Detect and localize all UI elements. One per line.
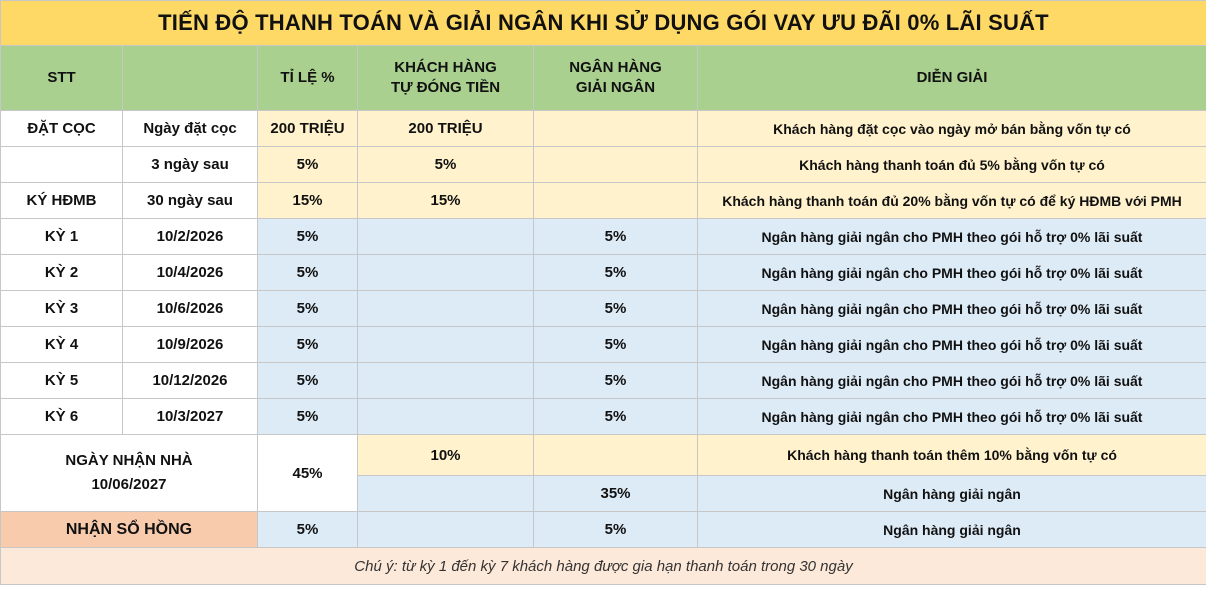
pink-book-customer-amount [358,512,534,548]
handover-bank-empty [534,435,698,476]
handover-label [1,435,258,512]
row-stt: KÝ HĐMB [1,183,123,219]
table-row [1,183,1206,219]
row-bank-amount: 5% [534,291,698,327]
row-customer-amount: 200 TRIỆU [358,111,534,147]
pink-book-row [1,512,1206,548]
row-customer-amount: 5% [358,147,534,183]
row-ratio: 5% [258,363,358,399]
row-time: 10/12/2026 [123,363,258,399]
row-time: 10/6/2026 [123,291,258,327]
row-description: Ngân hàng giải ngân cho PMH theo gói hỗ trợ 0% lãi suất [698,399,1206,435]
handover-bank-amount: 35% [534,476,698,512]
row-time: 10/4/2026 [123,255,258,291]
row-ratio: 5% [258,291,358,327]
row-time: 10/3/2027 [123,399,258,435]
table-row [1,111,1206,147]
row-bank-amount [534,111,698,147]
table-title: TIẾN ĐỘ THANH TOÁN VÀ GIẢI NGÂN KHI SỬ DỤNG GÓI VAY ƯU ĐÃI 0% LÃI SUẤT [1,1,1206,46]
row-time: 30 ngày sau [123,183,258,219]
table-row [1,399,1206,435]
row-time: 10/2/2026 [123,219,258,255]
row-bank-amount: 5% [534,363,698,399]
pink-book-bank-amount: 5% [534,512,698,548]
header-explanation: DIỄN GIẢI [698,46,1206,111]
row-ratio: 5% [258,255,358,291]
table-row [1,363,1206,399]
row-ratio: 200 TRIỆU [258,111,358,147]
header-customer-line2: TỰ ĐÓNG TIỀN [390,79,501,96]
table-row [1,255,1206,291]
row-description: Ngân hàng giải ngân cho PMH theo gói hỗ trợ 0% lãi suất [698,363,1206,399]
row-description: Khách hàng đặt cọc vào ngày mở bán bằng vốn tự có [698,111,1206,147]
row-ratio: 5% [258,327,358,363]
row-stt: ĐẶT CỌC [1,111,123,147]
handover-ratio: 45% [258,435,358,512]
header-customer-pays [358,46,534,111]
header-stt: STT [1,46,123,111]
row-customer-amount [358,363,534,399]
row-customer-amount [358,399,534,435]
pink-book-ratio: 5% [258,512,358,548]
row-description: Khách hàng thanh toán đủ 5% bằng vốn tự có [698,147,1206,183]
handover-date: 10/06/2027 [91,476,167,493]
header-ratio: TỈ LỆ % [258,46,358,111]
row-description: Ngân hàng giải ngân cho PMH theo gói hỗ trợ 0% lãi suất [698,291,1206,327]
table-row [1,291,1206,327]
handover-label-line1: NGÀY NHẬN NHÀ [65,452,193,469]
row-stt: KỲ 5 [1,363,123,399]
row-ratio: 5% [258,399,358,435]
handover-customer-empty [358,476,534,512]
note-row [1,548,1206,585]
header-bank-line2: GIẢI NGÂN [575,79,656,96]
row-description: Ngân hàng giải ngân cho PMH theo gói hỗ trợ 0% lãi suất [698,255,1206,291]
header-bank-disburses [534,46,698,111]
row-stt: KỲ 4 [1,327,123,363]
row-stt: KỲ 2 [1,255,123,291]
row-ratio: 5% [258,219,358,255]
row-time: 10/9/2026 [123,327,258,363]
header-blank [123,46,258,111]
pink-book-description: Ngân hàng giải ngân [698,512,1206,548]
header-customer-line1: KHÁCH HÀNG [394,59,497,76]
row-description: Ngân hàng giải ngân cho PMH theo gói hỗ trợ 0% lãi suất [698,327,1206,363]
handover-customer-amount: 10% [358,435,534,476]
table-row [1,219,1206,255]
row-description: Khách hàng thanh toán đủ 20% bằng vốn tự có để ký HĐMB với PMH [698,183,1206,219]
table-row [1,147,1206,183]
row-customer-amount [358,219,534,255]
row-bank-amount: 5% [534,399,698,435]
row-stt: KỲ 1 [1,219,123,255]
row-bank-amount: 5% [534,327,698,363]
row-bank-amount: 5% [534,255,698,291]
footnote: Chú ý: từ kỳ 1 đến kỳ 7 khách hàng được gia hạn thanh toán trong 30 ngày [1,548,1206,585]
table-row [1,327,1206,363]
handover-customer-description: Khách hàng thanh toán thêm 10% bằng vốn tự có [698,435,1206,476]
handover-bank-description: Ngân hàng giải ngân [698,476,1206,512]
row-time: Ngày đặt cọc [123,111,258,147]
row-customer-amount: 15% [358,183,534,219]
row-ratio: 15% [258,183,358,219]
row-bank-amount [534,147,698,183]
pink-book-label: NHẬN SỔ HỒNG [1,512,258,548]
row-customer-amount [358,327,534,363]
header-bank-line1: NGÂN HÀNG [569,59,662,76]
handover-row [1,435,1206,476]
row-stt: KỲ 3 [1,291,123,327]
row-customer-amount [358,291,534,327]
row-stt: KỲ 6 [1,399,123,435]
row-time: 3 ngày sau [123,147,258,183]
row-bank-amount: 5% [534,219,698,255]
row-customer-amount [358,255,534,291]
row-ratio: 5% [258,147,358,183]
row-bank-amount [534,183,698,219]
row-description: Ngân hàng giải ngân cho PMH theo gói hỗ trợ 0% lãi suất [698,219,1206,255]
row-stt [1,147,123,183]
